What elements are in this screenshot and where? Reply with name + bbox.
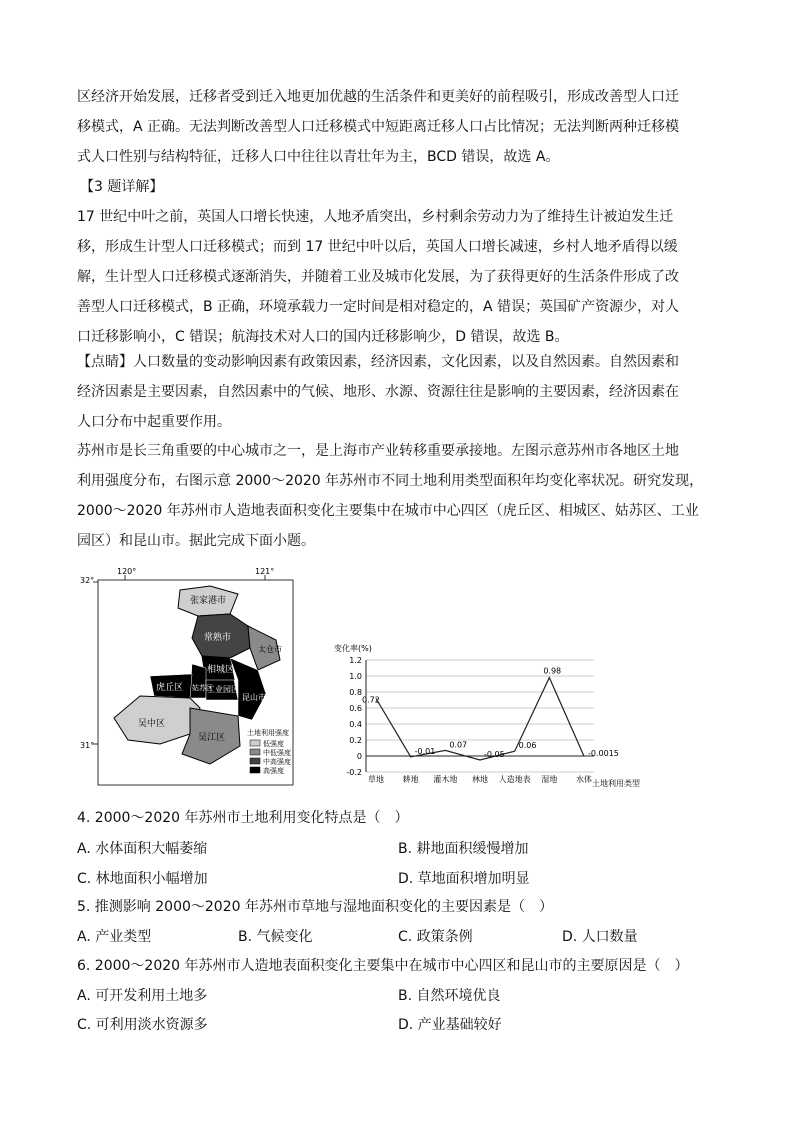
region-label: 工业园区 (207, 685, 239, 694)
region-label: 姑苏区 (192, 684, 213, 692)
suzhou-land-use-map (80, 568, 295, 788)
question-4-stem: 4. 2000～2020 年苏州市土地利用变化特点是（ ） (77, 810, 409, 826)
legend-swatch (250, 758, 260, 764)
lat-label: 31° (80, 741, 95, 750)
x-tick-label: 湿地 (541, 775, 558, 784)
chart-ylabel: 变化率(%) (334, 644, 372, 653)
data-label: 0.06 (518, 741, 537, 751)
data-label: 0.72 (362, 695, 380, 705)
text-line: 人口分布中起重要作用。 (77, 414, 231, 430)
x-tick-label: 林地 (472, 775, 488, 784)
answer-paragraph-1 (77, 82, 717, 172)
lat-label: 32° (80, 576, 95, 585)
text-line: 【3 题详解】 (80, 179, 164, 195)
question-5-option-d[interactable]: D. 人口数量 (562, 929, 638, 945)
question-4-option-c[interactable]: C. 林地面积小幅增加 (77, 871, 208, 887)
text-line: 口迁移影响小，C 错误；航海技术对人口的国内迁移影响少，D 错误，故选 B。 (77, 329, 569, 345)
text-line: 善型人口迁移模式，B 正确，环境承载力一定时间是相对稳定的，A 错误；英国矿产资源少，对人 (77, 299, 680, 315)
question-6-option-b[interactable]: B. 自然环境优良 (398, 988, 501, 1004)
legend-label: 低强度 (263, 740, 284, 748)
text-line: 2000～2020 年苏州市人造地表面积变化主要集中在城市中心四区（虎丘区、相城区、姑苏区、工业 (77, 503, 699, 519)
land-use-change-chart (326, 638, 656, 798)
lon-label: 121° (255, 568, 275, 576)
text-line: 式人口性别与结构特征，迁移人口中往往以青壮年为主，BCD 错误，故选 A。 (77, 149, 560, 165)
question-5-option-c[interactable]: C. 政策条例 (398, 929, 473, 945)
legend-swatch (250, 767, 260, 773)
x-tick-label: 草地 (368, 775, 384, 784)
chart-value-labels (362, 667, 619, 759)
region-label: 昆山市 (242, 693, 266, 702)
y-tick-label: 0.8 (349, 688, 362, 697)
chart-series-line (376, 678, 584, 760)
y-tick-label: 1.0 (349, 672, 362, 681)
question-4-option-d[interactable]: D. 草地面积增加明显 (398, 871, 530, 887)
question-6-option-c[interactable]: C. 可利用淡水资源多 (77, 1017, 208, 1033)
y-tick-label: 0.4 (349, 720, 362, 729)
x-tick-label: 人造地表 (498, 775, 531, 784)
x-tick-label: 耕地 (402, 775, 419, 784)
legend-label: 高强度 (263, 767, 284, 775)
y-tick-label: 0.2 (349, 736, 362, 745)
legend-swatch (250, 749, 260, 755)
text-line: 解，生计型人口迁移模式逐渐消失，并随着工业及城市化发展，为了获得更好的生活条件形成了改 (77, 269, 679, 285)
x-tick-label: 水体 (576, 775, 592, 784)
legend-label: 中低强度 (263, 749, 291, 757)
chart-xticks (368, 774, 592, 784)
region-label: 吴江区 (198, 733, 226, 743)
text-line: 园区）和昆山市。据此完成下面小题。 (77, 533, 315, 549)
text-line: 苏州市是长三角重要的中心城市之一，是上海市产业转移重要承接地。左图示意苏州市各地区土地 (77, 443, 679, 459)
region-label: 张家港市 (190, 596, 227, 606)
data-label: -0.01 (414, 746, 436, 756)
chart-yticks (346, 656, 362, 777)
text-line: 移，形成生计型人口迁移模式；而到 17 世纪中叶以后，英国人口增长减速，乡村人地矛盾得以缓 (77, 239, 678, 255)
region-label: 相城区 (207, 665, 235, 675)
text-line: 移模式，A 正确。无法判断改善型人口迁移模式中短距离迁移人口占比情况；无法判断两种迁移模 (77, 119, 680, 135)
chart-grid (366, 660, 594, 772)
material-paragraph (77, 436, 717, 556)
y-tick-label: 0.6 (349, 704, 362, 713)
text-line: 区经济开始发展，迁移者受到迁入地更加优越的生活条件和更美好的前程吸引，形成改善型人口迁 (77, 89, 679, 105)
question-4-option-b[interactable]: B. 耕地面积缓慢增加 (398, 841, 529, 857)
region-label: 太仓市 (258, 645, 282, 654)
region-label: 吴中区 (138, 719, 166, 729)
question-5-stem: 5. 推测影响 2000～2020 年苏州市草地与湿地面积变化的主要因素是（ ） (77, 899, 553, 915)
tip-paragraph (77, 347, 717, 437)
question-4-option-a[interactable]: A. 水体面积大幅萎缩 (77, 841, 208, 857)
region-label: 常熟市 (204, 633, 232, 643)
legend-label: 中高强度 (263, 758, 291, 766)
y-tick-label: -0.2 (346, 768, 362, 777)
legend-swatch (250, 740, 260, 746)
y-tick-label: 1.2 (349, 656, 362, 665)
legend-title: 土地利用强度 (247, 729, 289, 737)
question-5-option-a[interactable]: A. 产业类型 (77, 929, 152, 945)
section-heading-3 (80, 172, 720, 202)
question-6-option-a[interactable]: A. 可开发利用土地多 (77, 988, 208, 1004)
text-line: 利用强度分布，右图示意 2000～2020 年苏州市不同土地利用类型面积年均变化率状况。研究发现， (77, 473, 704, 489)
data-label: -0.0015 (588, 749, 619, 759)
text-line: 经济因素是主要因素，自然因素中的气候、地形、水源、资源往往是影响的主要因素，经济因素在 (77, 384, 679, 400)
data-label: 0.98 (543, 666, 562, 676)
data-label: 0.07 (449, 740, 468, 750)
question-5-option-b[interactable]: B. 气候变化 (238, 929, 313, 945)
data-label: -0.05 (484, 750, 505, 759)
region-label: 虎丘区 (156, 683, 184, 693)
y-tick-label: 0 (356, 752, 362, 761)
lon-label: 120° (117, 568, 137, 576)
text-line: 17 世纪中叶之前，英国人口增长快速，人地矛盾突出，乡村剩余劳动力为了维持生计被迫发生迁 (77, 209, 674, 225)
chart-xlabel: 土地利用类型 (592, 779, 640, 788)
x-tick-label: 灌木地 (433, 775, 458, 784)
question-6-option-d[interactable]: D. 产业基础较好 (398, 1017, 502, 1033)
answer-paragraph-2 (77, 202, 717, 352)
text-line: 【点睛】人口数量的变动影响因素有政策因素，经济因素，文化因素，以及自然因素。自然因素和 (77, 354, 679, 370)
question-6-stem: 6. 2000～2020 年苏州市人造地表面积变化主要集中在城市中心四区和昆山市的主要原因是（ ） (77, 958, 689, 974)
region-gusu (190, 664, 206, 698)
